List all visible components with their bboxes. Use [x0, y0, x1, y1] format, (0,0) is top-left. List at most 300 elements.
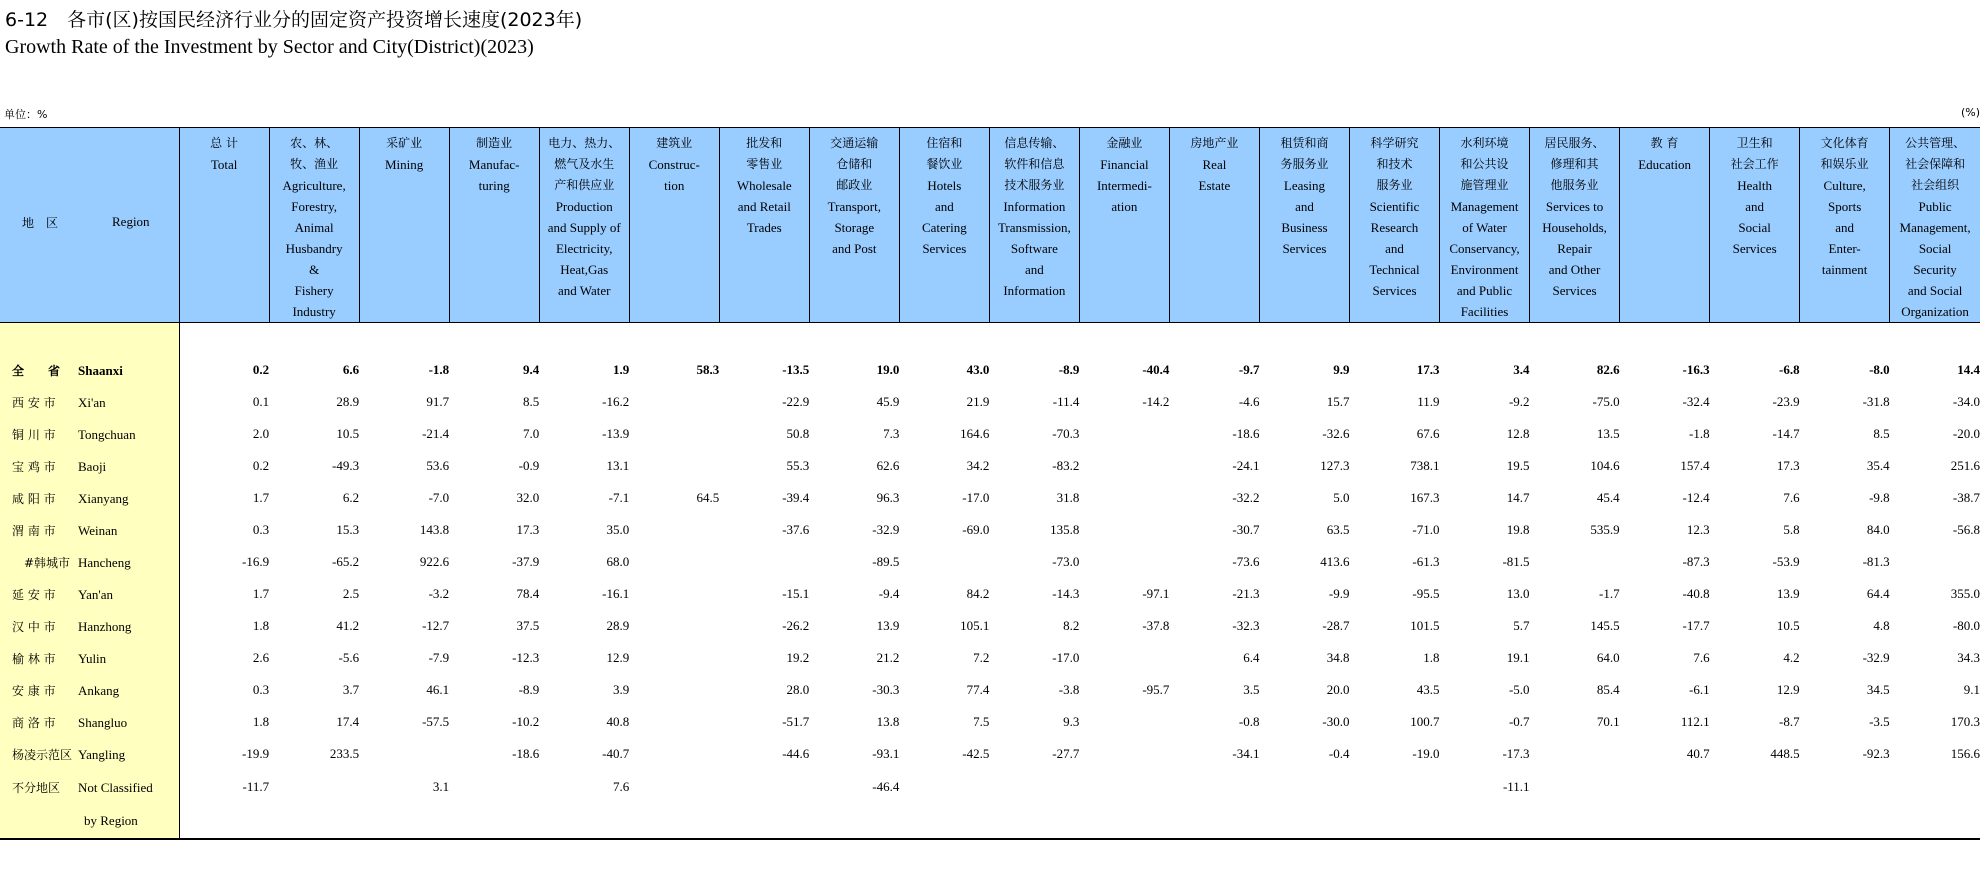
value-cell: -32.9: [1862, 650, 1890, 665]
value-cell: 135.8: [1050, 522, 1080, 537]
region-name-cn: #韩城市: [12, 555, 71, 570]
value-cell: [1079, 706, 1169, 738]
column-header-cn: 电力、热力、 燃气及水生 产和供应业: [548, 136, 621, 192]
value-cell: [629, 546, 719, 578]
value-cell: -9.2: [1508, 394, 1530, 409]
value-cell: -30.3: [872, 682, 900, 697]
column-header-cn: 建筑业: [656, 136, 693, 150]
value-cell: 34.2: [966, 458, 990, 473]
value-cell: 12.9: [606, 650, 630, 665]
value-cell: 37.5: [516, 618, 540, 633]
value-cell: -9.8: [1869, 490, 1890, 505]
empty-cell: [989, 323, 1079, 355]
column-header-cn: 房地产业: [1190, 136, 1239, 150]
value-cell: [1710, 770, 1800, 804]
region-name-cn: 不分地区: [12, 780, 61, 795]
value-cell: -39.4: [782, 490, 810, 505]
value-cell: -9.9: [1328, 586, 1350, 601]
value-cell: [629, 450, 719, 482]
value-cell: -15.1: [782, 586, 810, 601]
table-row: [0, 418, 1980, 450]
empty-cell: [899, 323, 989, 355]
column-header: [1890, 128, 1980, 323]
empty-cell: [1620, 323, 1710, 355]
value-cell: -19.0: [1412, 746, 1440, 761]
value-cell: 84.2: [966, 586, 990, 601]
value-cell: 17.4: [336, 714, 360, 729]
region-name-en: Shangluo: [78, 714, 128, 730]
region-column-header: [0, 128, 179, 323]
value-cell: 8.2: [1063, 618, 1080, 633]
region-name-en: Xianyang: [78, 490, 129, 506]
empty-cell: [719, 323, 809, 355]
value-cell: [629, 386, 719, 418]
value-cell: [1079, 418, 1169, 450]
region-name-en: Baoji: [78, 458, 107, 474]
value-cell: -17.7: [1682, 618, 1710, 633]
table-row: [0, 738, 1980, 770]
value-cell: 355.0: [1950, 586, 1980, 601]
value-cell: [1530, 770, 1620, 804]
empty-cell: [1259, 323, 1349, 355]
value-cell: [1890, 804, 1980, 839]
value-cell: -0.9: [518, 458, 540, 473]
value-cell: -4.6: [1238, 394, 1260, 409]
value-cell: [1530, 546, 1620, 578]
value-cell: 12.3: [1686, 522, 1710, 537]
spacer-row: [0, 323, 1980, 355]
value-cell: 31.8: [1056, 490, 1080, 505]
region-name-cn: 全 省: [12, 363, 61, 378]
column-header: [809, 128, 899, 323]
empty-cell: [1349, 323, 1439, 355]
region-name-en: Xi'an: [78, 394, 106, 410]
column-header-cn: 批发和 零售业: [746, 136, 783, 171]
value-cell: -16.1: [602, 586, 630, 601]
value-cell: 0.1: [252, 394, 270, 409]
table-row: [0, 546, 1980, 578]
value-cell: -32.6: [1322, 426, 1350, 441]
value-cell: -71.0: [1412, 522, 1440, 537]
value-cell: 45.4: [1596, 490, 1620, 505]
column-header-cn: 农、林、 牧、渔业: [290, 136, 339, 171]
value-cell: 100.7: [1410, 714, 1440, 729]
value-cell: -16.9: [242, 554, 270, 569]
value-cell: [1349, 804, 1439, 839]
column-header-en: Public Management, Social Security and Social Organization: [1899, 199, 1971, 319]
value-cell: -7.0: [428, 490, 450, 505]
value-cell: [719, 770, 809, 804]
value-cell: [1169, 770, 1259, 804]
value-cell: -8.7: [1779, 714, 1800, 729]
value-cell: -37.8: [1142, 618, 1170, 633]
column-header-en: Real Estate: [1198, 157, 1231, 193]
value-cell: [1349, 770, 1439, 804]
value-cell: -16.3: [1682, 362, 1710, 377]
region-name-cn: 宝 鸡 市: [12, 459, 56, 474]
value-cell: 84.0: [1866, 522, 1890, 537]
region-name-cn: 杨凌示范区: [12, 747, 73, 762]
value-cell: -6.8: [1779, 362, 1800, 377]
value-cell: -14.2: [1142, 394, 1170, 409]
table-row: [0, 450, 1980, 482]
empty-cell: [539, 323, 629, 355]
value-cell: 5.8: [1783, 522, 1800, 537]
value-cell: [629, 578, 719, 610]
empty-cell: [1890, 323, 1980, 355]
region-name-cn: 咸 阳 市: [12, 491, 56, 506]
value-cell: 8.5: [522, 394, 540, 409]
value-cell: [899, 770, 989, 804]
value-cell: -40.8: [1682, 586, 1710, 601]
value-cell: 14.4: [1957, 362, 1980, 377]
value-cell: -97.1: [1142, 586, 1170, 601]
value-cell: -93.1: [872, 746, 900, 761]
value-cell: 7.6: [612, 779, 630, 794]
value-cell: 167.3: [1410, 490, 1440, 505]
unit-symbol: (%): [1960, 106, 1980, 119]
region-cell: [0, 450, 179, 482]
column-header-cn: 租赁和商 务服务业: [1280, 136, 1329, 171]
value-cell: 78.4: [516, 586, 540, 601]
value-cell: -73.6: [1232, 554, 1260, 569]
column-header-en: Manufac- turing: [468, 157, 520, 193]
value-cell: 77.4: [966, 682, 990, 697]
region-cell: [0, 546, 179, 578]
value-cell: 13.9: [876, 618, 900, 633]
table-row: [0, 354, 1980, 386]
value-cell: 34.8: [1326, 650, 1350, 665]
value-cell: 62.6: [876, 458, 900, 473]
column-header-cn: 水利环境 和公共设 施管理业: [1460, 136, 1509, 192]
value-cell: 738.1: [1410, 458, 1440, 473]
value-cell: [1079, 450, 1169, 482]
value-cell: 5.7: [1513, 618, 1530, 633]
column-header: [1710, 128, 1800, 323]
value-cell: [629, 610, 719, 642]
value-cell: 12.9: [1776, 682, 1800, 697]
region-name-cn: 汉 中 市: [12, 619, 56, 634]
column-header: [359, 128, 449, 323]
value-cell: -19.9: [242, 746, 270, 761]
value-cell: 28.9: [336, 394, 360, 409]
value-cell: -11.7: [242, 779, 270, 794]
value-cell: [1800, 770, 1890, 804]
value-cell: 19.2: [786, 650, 810, 665]
value-cell: 13.1: [606, 458, 630, 473]
value-cell: -3.5: [1869, 714, 1890, 729]
value-cell: -11.1: [1502, 779, 1530, 794]
column-header-cn: 总 计: [210, 136, 238, 150]
value-cell: 96.3: [876, 490, 900, 505]
value-cell: -61.3: [1412, 554, 1440, 569]
value-cell: -70.3: [1052, 426, 1080, 441]
value-cell: [1079, 738, 1169, 770]
value-cell: -3.2: [428, 586, 450, 601]
value-cell: 19.0: [876, 362, 900, 377]
value-cell: 21.9: [966, 394, 990, 409]
value-cell: -37.9: [512, 554, 540, 569]
value-cell: -0.7: [1508, 714, 1530, 729]
value-cell: -30.7: [1232, 522, 1260, 537]
value-cell: 1.8: [252, 618, 270, 633]
empty-cell: [1800, 323, 1890, 355]
column-header-en: Mining: [385, 157, 424, 172]
value-cell: -69.0: [962, 522, 990, 537]
investment-table: [0, 127, 1980, 840]
value-cell: -12.3: [512, 650, 540, 665]
value-cell: -23.9: [1772, 394, 1800, 409]
value-cell: 1.7: [252, 490, 270, 505]
value-cell: 448.5: [1770, 746, 1800, 761]
value-cell: 7.2: [973, 650, 990, 665]
column-header-cn: 卫生和 社会工作: [1730, 136, 1779, 171]
table-row: [0, 610, 1980, 642]
value-cell: 2.6: [252, 650, 270, 665]
value-cell: [1620, 770, 1710, 804]
value-cell: [1530, 804, 1620, 839]
value-cell: 5.0: [1333, 490, 1350, 505]
value-cell: 143.8: [419, 522, 450, 537]
value-cell: -10.2: [512, 714, 540, 729]
value-cell: 64.4: [1866, 586, 1890, 601]
value-cell: 70.1: [1596, 714, 1620, 729]
table-row: [0, 642, 1980, 674]
table-row: [0, 514, 1980, 546]
column-header-en: Education: [1638, 157, 1691, 172]
region-cell: [0, 323, 179, 355]
region-name-en: Shaanxi: [78, 362, 123, 378]
region-cell: [0, 354, 179, 386]
value-cell: 32.0: [516, 490, 540, 505]
region-header-cn: 地 区: [22, 216, 59, 230]
column-header-cn: 教 育: [1650, 136, 1679, 150]
column-header-cn: 居民服务、 修理和其 他服务业: [1544, 136, 1605, 192]
value-cell: 34.5: [1866, 682, 1890, 697]
value-cell: 35.4: [1866, 458, 1890, 473]
value-cell: 6.6: [342, 362, 360, 377]
value-cell: [1890, 770, 1980, 804]
value-cell: [1079, 482, 1169, 514]
value-cell: [629, 804, 719, 839]
value-cell: [449, 804, 539, 839]
value-cell: 14.7: [1506, 490, 1530, 505]
value-cell: [989, 804, 1079, 839]
value-cell: -95.5: [1412, 586, 1440, 601]
value-cell: 9.1: [1963, 682, 1980, 697]
header-row: [0, 128, 1980, 323]
value-cell: 85.4: [1596, 682, 1620, 697]
value-cell: [1800, 804, 1890, 839]
column-header-en: Financial Intermedi- ation: [1096, 157, 1152, 214]
value-cell: [1440, 804, 1530, 839]
value-cell: 10.5: [336, 426, 360, 441]
value-cell: 35.0: [606, 522, 630, 537]
unit-label: 单位：%: [4, 108, 48, 121]
value-cell: -75.0: [1592, 394, 1620, 409]
value-cell: [629, 642, 719, 674]
value-cell: 13.9: [1776, 586, 1800, 601]
value-cell: 53.6: [426, 458, 450, 473]
value-cell: [1259, 804, 1349, 839]
value-cell: 7.6: [1783, 490, 1800, 505]
region-cell: [0, 514, 179, 546]
column-header-cn: 采矿业: [386, 136, 423, 150]
value-cell: [1079, 804, 1169, 839]
column-header: [629, 128, 719, 323]
region-name-en: Not Classified: [78, 779, 153, 795]
value-cell: 64.0: [1596, 650, 1620, 665]
column-header-en: Construc- tion: [648, 157, 700, 193]
value-cell: [1079, 642, 1169, 674]
value-cell: [629, 674, 719, 706]
value-cell: [269, 770, 359, 804]
value-cell: -49.3: [332, 458, 360, 473]
value-cell: 3.4: [1513, 362, 1530, 377]
value-cell: 101.5: [1410, 618, 1440, 633]
value-cell: -3.8: [1058, 682, 1080, 697]
empty-cell: [1710, 323, 1800, 355]
value-cell: [1079, 770, 1169, 804]
region-name-en: Ankang: [78, 682, 120, 698]
region-cell: [0, 642, 179, 674]
column-header-en: Leasing and Business Services: [1281, 178, 1328, 256]
value-cell: 0.3: [252, 682, 270, 697]
value-cell: 58.3: [696, 362, 720, 377]
value-cell: 55.3: [786, 458, 810, 473]
region-name-en: Tongchuan: [78, 426, 136, 442]
value-cell: -8.9: [1058, 362, 1080, 377]
region-cell: [0, 482, 179, 514]
column-header-en: Management of Water Conservancy, Environment and Public Facilities: [1449, 199, 1520, 319]
value-cell: -7.9: [428, 650, 450, 665]
region-name-cn: 西 安 市: [12, 395, 56, 410]
column-header-cn: 科学研究 和技术 服务业: [1370, 136, 1419, 192]
value-cell: 10.5: [1776, 618, 1800, 633]
value-cell: 1.7: [252, 586, 270, 601]
value-cell: 0.2: [252, 458, 270, 473]
value-cell: -30.0: [1322, 714, 1350, 729]
value-cell: 6.2: [342, 490, 360, 505]
value-cell: -42.5: [962, 746, 990, 761]
value-cell: 2.5: [342, 586, 360, 601]
value-cell: 12.8: [1506, 426, 1530, 441]
value-cell: -56.8: [1952, 522, 1980, 537]
value-cell: -7.1: [608, 490, 630, 505]
column-header: [1169, 128, 1259, 323]
column-header-cn: 金融业: [1106, 136, 1143, 150]
value-cell: -44.6: [782, 746, 810, 761]
empty-cell: [1079, 323, 1169, 355]
value-cell: [809, 804, 899, 839]
column-header-cn: 公共管理、 社会保障和 社会组织: [1905, 136, 1966, 192]
value-cell: 0.2: [252, 362, 270, 377]
column-header: [1800, 128, 1890, 323]
value-cell: 3.5: [1243, 682, 1260, 697]
value-cell: 9.9: [1333, 362, 1350, 377]
value-cell: [1079, 546, 1169, 578]
column-header-cn: 住宿和 餐饮业: [926, 136, 963, 171]
value-cell: 28.9: [606, 618, 630, 633]
value-cell: -32.2: [1232, 490, 1260, 505]
value-cell: 46.1: [426, 682, 450, 697]
column-header-cn: 制造业: [476, 136, 513, 150]
empty-cell: [269, 323, 359, 355]
value-cell: 11.9: [1417, 394, 1440, 409]
region-name-en: Hanzhong: [78, 618, 132, 634]
value-cell: -14.7: [1772, 426, 1800, 441]
table-row: [0, 674, 1980, 706]
value-cell: 7.5: [973, 714, 990, 729]
value-cell: -40.7: [602, 746, 630, 761]
value-cell: 413.6: [1320, 554, 1350, 569]
value-cell: -28.7: [1322, 618, 1350, 633]
empty-cell: [359, 323, 449, 355]
value-cell: 9.3: [1063, 714, 1080, 729]
column-header: [1259, 128, 1349, 323]
value-cell: -13.5: [782, 362, 810, 377]
value-cell: 45.9: [876, 394, 900, 409]
value-cell: 4.2: [1783, 650, 1800, 665]
value-cell: -51.7: [782, 714, 810, 729]
value-cell: -21.4: [422, 426, 450, 441]
column-header: [1079, 128, 1169, 323]
table-row: [0, 804, 1980, 839]
value-cell: -32.4: [1682, 394, 1710, 409]
region-cell: [0, 804, 179, 839]
region-name-en: by Region: [84, 813, 138, 828]
value-cell: -12.4: [1682, 490, 1710, 505]
value-cell: 1.9: [612, 362, 630, 377]
empty-cell: [629, 323, 719, 355]
column-header-en: Scientific Research and Technical Services: [1369, 199, 1420, 298]
value-cell: 112.1: [1680, 714, 1710, 729]
region-header-en: Region: [112, 214, 150, 229]
value-cell: [629, 770, 719, 804]
column-header-en: Culture, Sports and Enter- tainment: [1821, 178, 1868, 277]
value-cell: [449, 770, 539, 804]
value-cell: 7.6: [1693, 650, 1710, 665]
column-header: [899, 128, 989, 323]
empty-cell: [179, 323, 269, 355]
value-cell: -5.0: [1508, 682, 1530, 697]
column-header-en: Hotels and Catering Services: [921, 178, 967, 256]
value-cell: -95.7: [1142, 682, 1170, 697]
region-name-cn: 渭 南 市: [12, 523, 56, 538]
value-cell: -20.0: [1952, 426, 1980, 441]
value-cell: -32.9: [872, 522, 900, 537]
value-cell: -83.2: [1052, 458, 1080, 473]
value-cell: [359, 738, 449, 770]
value-cell: [719, 546, 809, 578]
column-header-cn: 文化体育 和娱乐业: [1820, 136, 1869, 171]
value-cell: -0.4: [1328, 746, 1350, 761]
value-cell: [359, 804, 449, 839]
value-cell: 2.0: [252, 426, 270, 441]
value-cell: 9.4: [522, 362, 540, 377]
region-name-cn: 铜 川 市: [12, 427, 56, 442]
value-cell: -13.9: [602, 426, 630, 441]
column-header: [719, 128, 809, 323]
value-cell: 21.2: [876, 650, 900, 665]
value-cell: 233.5: [329, 746, 360, 761]
region-name-cn: 榆 林 市: [12, 651, 56, 666]
value-cell: -32.3: [1232, 618, 1260, 633]
region-cell: [0, 578, 179, 610]
value-cell: 6.4: [1243, 650, 1260, 665]
value-cell: [1169, 804, 1259, 839]
value-cell: -38.7: [1952, 490, 1980, 505]
